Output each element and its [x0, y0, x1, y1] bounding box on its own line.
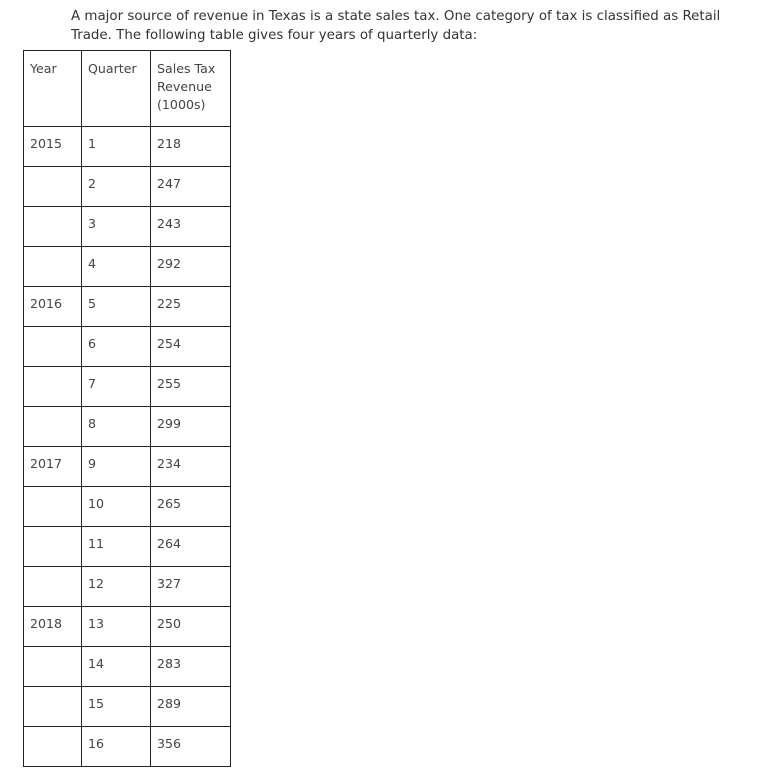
table-row	[24, 727, 231, 767]
cell-quarter: 1	[82, 127, 151, 167]
cell-year	[24, 727, 82, 767]
cell-quarter: 11	[82, 527, 151, 567]
table-row	[24, 167, 231, 207]
cell-quarter: 9	[82, 447, 151, 487]
cell-revenue: 283	[151, 647, 231, 687]
cell-revenue: 255	[151, 367, 231, 407]
table-row	[24, 687, 231, 727]
cell-quarter: 5	[82, 287, 151, 327]
table-row	[24, 487, 231, 527]
table-row	[24, 247, 231, 287]
cell-revenue: 299	[151, 407, 231, 447]
table-row	[24, 527, 231, 567]
cell-revenue: 292	[151, 247, 231, 287]
cell-quarter: 3	[82, 207, 151, 247]
cell-revenue: 356	[151, 727, 231, 767]
cell-quarter: 2	[82, 167, 151, 207]
table-row	[24, 207, 231, 247]
cell-revenue: 218	[151, 127, 231, 167]
sales-tax-table	[23, 50, 231, 767]
cell-revenue: 225	[151, 287, 231, 327]
cell-year	[24, 207, 82, 247]
cell-revenue: 243	[151, 207, 231, 247]
cell-revenue: 289	[151, 687, 231, 727]
cell-quarter: 7	[82, 367, 151, 407]
cell-year: 2015	[24, 127, 82, 167]
cell-revenue: 265	[151, 487, 231, 527]
table-body	[24, 127, 231, 767]
table-row	[24, 567, 231, 607]
header-revenue	[151, 51, 231, 127]
cell-year: 2016	[24, 287, 82, 327]
header-year: Year	[24, 51, 82, 127]
header-quarter: Quarter	[82, 51, 151, 127]
cell-year	[24, 167, 82, 207]
cell-revenue: 264	[151, 527, 231, 567]
table-row	[24, 367, 231, 407]
cell-quarter: 15	[82, 687, 151, 727]
cell-revenue: 327	[151, 567, 231, 607]
table-row	[24, 407, 231, 447]
table-header-row	[24, 51, 231, 127]
cell-year	[24, 687, 82, 727]
cell-quarter: 4	[82, 247, 151, 287]
cell-year: 2017	[24, 447, 82, 487]
header-revenue-label: Sales Tax Revenue (1000s)	[157, 61, 216, 112]
table-row	[24, 127, 231, 167]
cell-quarter: 10	[82, 487, 151, 527]
cell-quarter: 8	[82, 407, 151, 447]
cell-revenue: 234	[151, 447, 231, 487]
intro-paragraph: A major source of revenue in Texas is a state sales tax. One category of tax is classified as Retail Trade. The following table gives four years of quarterly data:	[71, 9, 721, 43]
cell-quarter: 6	[82, 327, 151, 367]
cell-year	[24, 487, 82, 527]
cell-year	[24, 527, 82, 567]
table-row	[24, 647, 231, 687]
cell-revenue: 247	[151, 167, 231, 207]
cell-revenue: 254	[151, 327, 231, 367]
cell-year	[24, 327, 82, 367]
cell-quarter: 12	[82, 567, 151, 607]
cell-year	[24, 367, 82, 407]
table-row	[24, 287, 231, 327]
cell-year	[24, 247, 82, 287]
cell-quarter: 13	[82, 607, 151, 647]
cell-year	[24, 647, 82, 687]
cell-quarter: 16	[82, 727, 151, 767]
cell-year: 2018	[24, 607, 82, 647]
cell-year	[24, 567, 82, 607]
table-row	[24, 447, 231, 487]
cell-year	[24, 407, 82, 447]
table-row	[24, 607, 231, 647]
cell-quarter: 14	[82, 647, 151, 687]
table-row	[24, 327, 231, 367]
cell-revenue: 250	[151, 607, 231, 647]
